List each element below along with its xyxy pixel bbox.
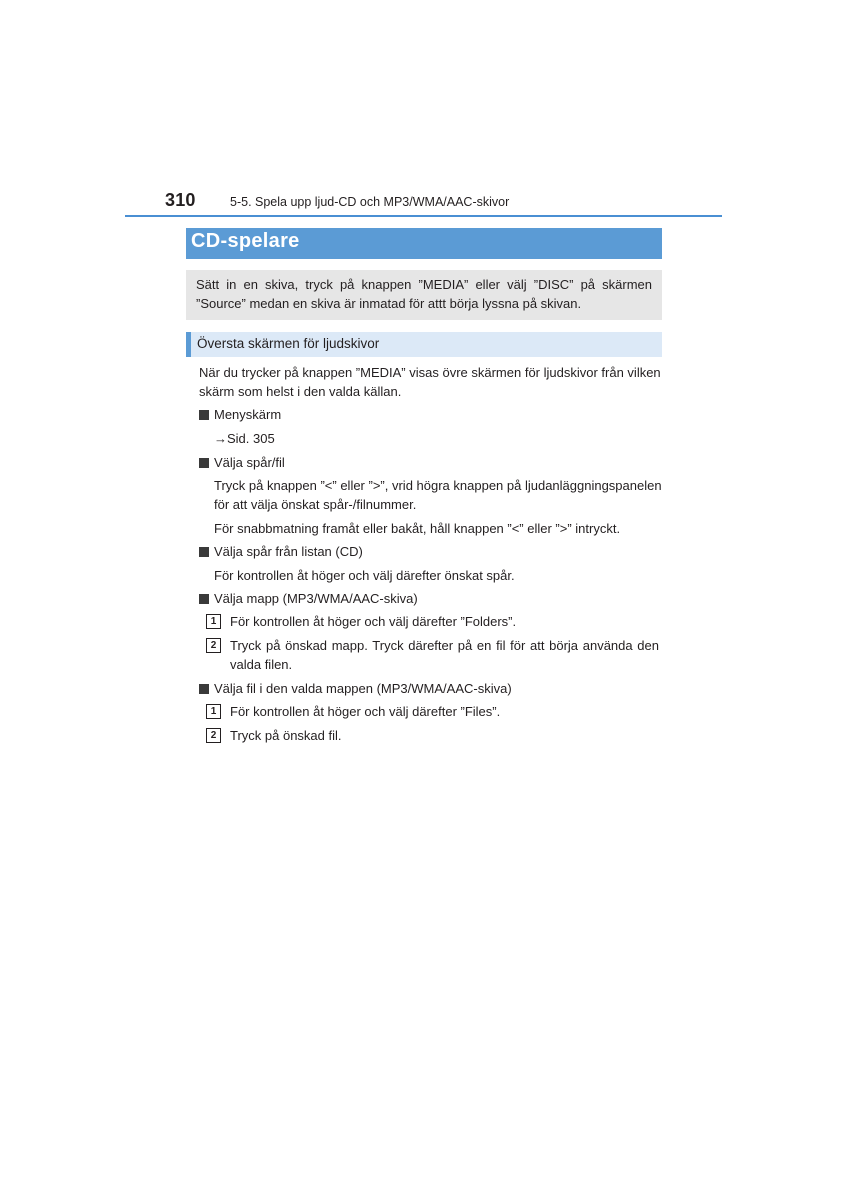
page-header (0, 0, 848, 220)
item-text-line: För kontrollen åt höger och välj därefter önskat spår. (214, 568, 515, 583)
step-text-line: För kontrollen åt höger och välj därefter ”Files”. (230, 704, 501, 719)
item-heading: Välja spår från listan (CD) (214, 544, 363, 559)
page-reference-link[interactable]: →Sid. 305 (214, 431, 275, 446)
intro-line: Sätt in en skiva, tryck på knappen ”MEDIA” eller välj ”DISC” på skärmen (196, 277, 652, 292)
subsection-banner (186, 332, 662, 357)
section-title-banner (186, 228, 662, 259)
step-number-badge: 2 (206, 728, 221, 743)
chapter-title: 5-5. Spela upp ljud-CD och MP3/WMA/AAC-skivor (230, 195, 510, 209)
item-heading: Välja spår/fil (214, 455, 285, 470)
item-text-line: För snabbmatning framåt eller bakåt, håll knappen ”<” eller ”>” intryckt. (214, 521, 621, 536)
step-text-line: Tryck på önskad fil. (230, 728, 342, 743)
item-text-line: för att välja önskat spår-/filnummer. (214, 497, 417, 512)
square-bullet-icon (199, 594, 209, 604)
step-number-badge: 1 (206, 704, 221, 719)
header-rule (125, 215, 722, 217)
step-number-badge: 1 (206, 614, 221, 629)
item-heading: Välja mapp (MP3/WMA/AAC-skiva) (214, 591, 418, 606)
step-text-line: Tryck på önskad mapp. Tryck därefter på en fil för att börja använda den (230, 638, 659, 653)
item-text-line: Tryck på knappen ”<” eller ”>”, vrid högra knappen på ljudanläggningspanelen (214, 478, 662, 493)
step-text-line: För kontrollen åt höger och välj därefter ”Folders”. (230, 614, 517, 629)
item-heading: Menyskärm (214, 407, 282, 422)
square-bullet-icon (199, 410, 209, 420)
square-bullet-icon (199, 458, 209, 468)
section-title: CD-spelare (191, 230, 300, 252)
subsection-accent-stripe (186, 332, 191, 357)
step-number-badge: 2 (206, 638, 221, 653)
subsection-paragraph-line: När du trycker på knappen ”MEDIA” visas övre skärmen för ljudskivor från vilken (199, 365, 661, 380)
intro-line: ”Source” medan en skiva är inmatad för attt börja lyssna på skivan. (196, 296, 582, 311)
square-bullet-icon (199, 684, 209, 694)
subsection-title: Översta skärmen för ljudskivor (197, 336, 380, 351)
subsection-paragraph-line: skärm som helst i den valda källan. (199, 384, 402, 399)
intro-box (186, 270, 662, 320)
item-heading: Välja fil i den valda mappen (MP3/WMA/AAC-skiva) (214, 681, 512, 696)
square-bullet-icon (199, 547, 209, 557)
page-number: 310 (165, 190, 196, 210)
step-text-line: valda filen. (230, 657, 293, 672)
